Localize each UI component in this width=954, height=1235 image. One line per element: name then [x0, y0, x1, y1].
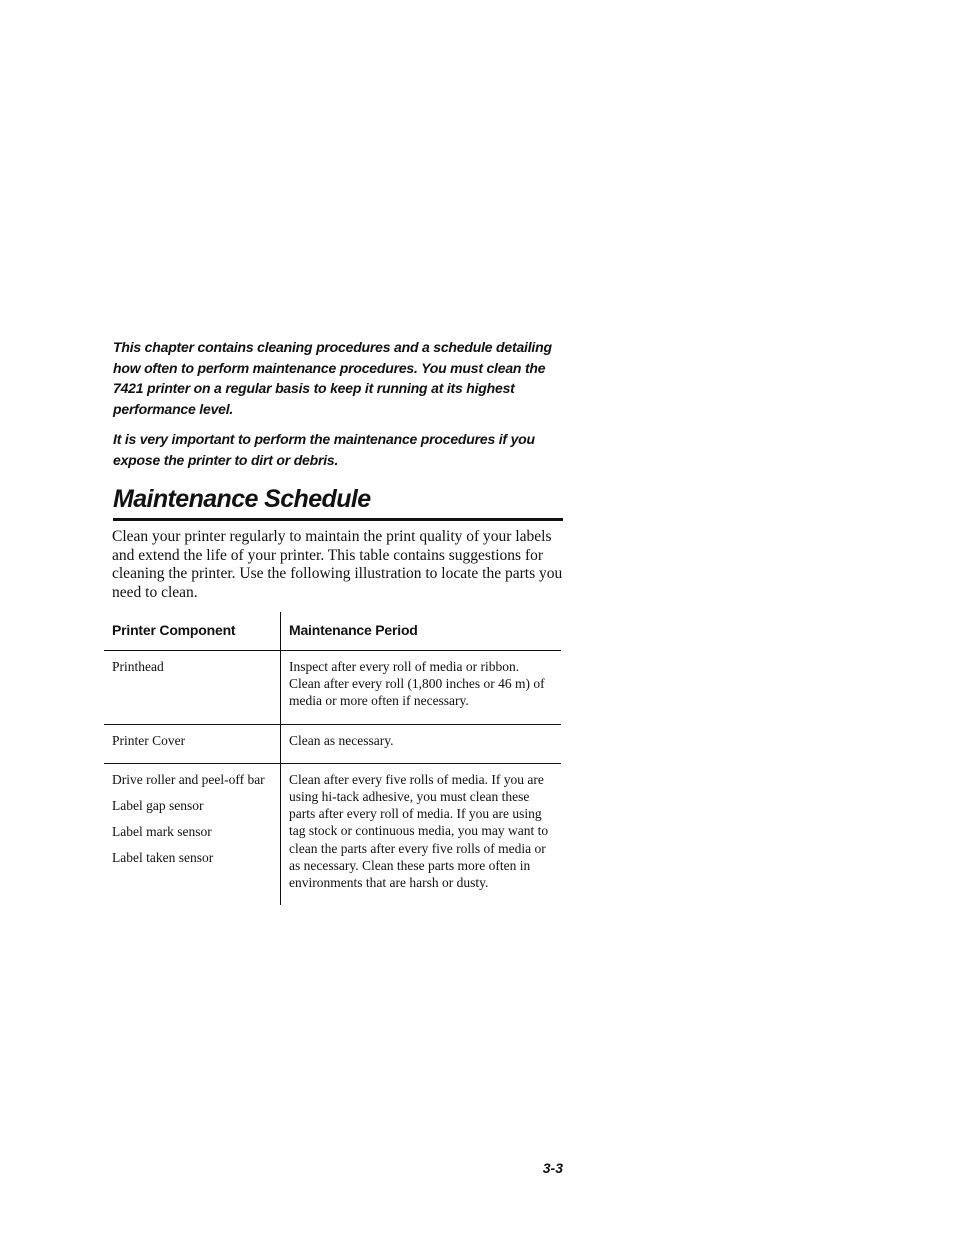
- section-body-text: Clean your printer regularly to maintain the print quality of your labels and extend the life of your printer. This table contains suggestions for cleaning the printer. Use the following illustration to locate the parts you need to clean.: [112, 528, 563, 601]
- table-row: [104, 763, 561, 905]
- period-cell: Inspect after every roll of media or ribbon. Clean after every roll (1,800 inches or 46 m) of media or more often if necessary.: [281, 651, 562, 725]
- column-header-maintenance-period: Maintenance Period: [289, 622, 418, 638]
- component-name: Printer Cover: [112, 732, 186, 748]
- table-row: [104, 724, 561, 763]
- table-row: [104, 651, 561, 725]
- component-cell: [104, 763, 281, 905]
- maintenance-schedule-table: [104, 612, 561, 905]
- intro-paragraph-2: It is very important to perform the maintenance procedures if you expose the printer to dirt or debris.: [113, 431, 535, 468]
- component-name: Label gap sensor: [112, 798, 204, 814]
- page-number: 3-3: [542, 1160, 563, 1176]
- section-title: Maintenance Schedule: [113, 482, 563, 521]
- table-header-row: [104, 612, 561, 651]
- period-cell: Clean as necessary.: [281, 724, 562, 763]
- component-name: Label mark sensor: [112, 824, 212, 840]
- chapter-intro: [113, 337, 563, 480]
- component-cell: [104, 724, 281, 763]
- column-header-printer-component: Printer Component: [104, 612, 281, 651]
- intro-paragraph-1: This chapter contains cleaning procedures and a schedule detailing how often to perform maintenance procedures. You must clean the 7421 printer on a regular basis to keep it running at its highest performance level.: [113, 339, 552, 417]
- period-cell: Clean after every five rolls of media. If you are using hi-tack adhesive, you must clean these parts after every roll of media. If you are using tag stock or continuous media, you may want to clean the parts after every five rolls of media or as necessary. Clean these parts more often in environments that are harsh or dusty.: [281, 763, 562, 905]
- component-cell: [104, 651, 281, 725]
- component-name: Printhead: [112, 659, 164, 674]
- component-name: Label taken sensor: [112, 850, 214, 866]
- component-name: Drive roller and peel-off bar: [112, 771, 265, 787]
